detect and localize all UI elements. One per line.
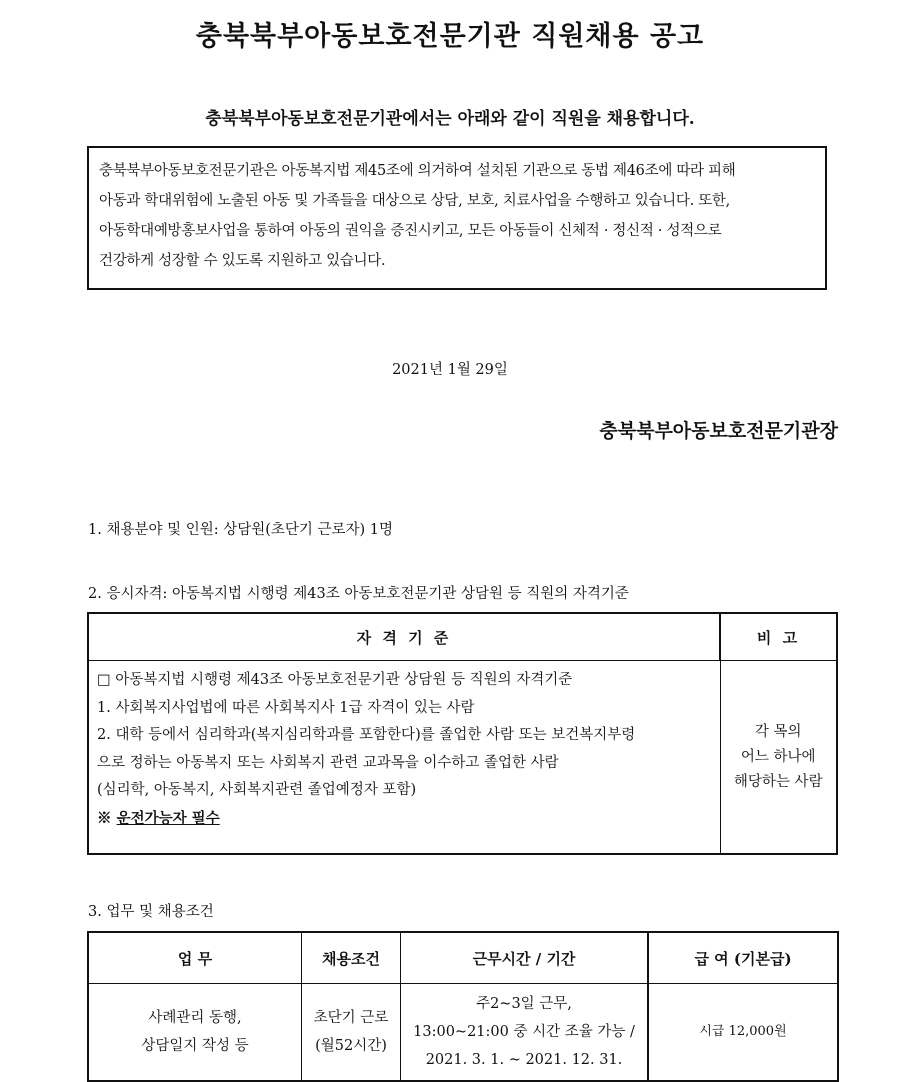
hours-header: 근무시간 / 기간 xyxy=(401,932,649,984)
work-body-row xyxy=(88,984,838,1082)
intro-line: 아동과 학대위험에 노출된 아동 및 가족들을 대상으로 상담, 보호, 치료사업을 수행하고 있습니다. 또한, xyxy=(99,193,730,209)
duty-header: 업 무 xyxy=(88,932,302,984)
condition-line: (월52시간) xyxy=(315,1038,387,1054)
qualification-note xyxy=(720,661,837,855)
page-title: 충북북부아동보호전문기관 직원채용 공고 xyxy=(195,21,705,52)
wage-header: 급 여 (기본급) xyxy=(648,932,838,984)
intro-line: 충북북부아동보호전문기관은 아동복지법 제45조에 의거하여 설치된 기관으로 동법 제46조에 따라 피해 xyxy=(99,163,736,179)
criteria-line: 2. 대학 등에서 심리학과(복지심리학과를 포함한다)를 졸업한 사람 또는 보건복지부령 xyxy=(97,727,636,743)
issuer-signature: 충북북부아동보호전문기관장 xyxy=(599,420,838,442)
hours-line: 2021. 3. 1. ~ 2021. 12. 31. xyxy=(425,1052,623,1068)
duty-line: 사례관리 동행, xyxy=(148,1010,242,1026)
required-driving-text: 운전가능자 필수 xyxy=(116,809,220,827)
condition-cell xyxy=(302,984,401,1082)
duty-cell xyxy=(88,984,302,1082)
page-subtitle: 충북북부아동보호전문기관에서는 아래와 같이 직원을 채용합니다. xyxy=(205,109,695,129)
required-driving-line xyxy=(97,805,710,833)
duty-line: 상담일지 작성 등 xyxy=(141,1038,249,1054)
announcement-date: 2021년 1월 29일 xyxy=(392,362,508,378)
qualification-criteria xyxy=(88,661,720,855)
section-3-heading: 3. 업무 및 채용조건 xyxy=(88,904,214,920)
section-1-heading: 1. 채용분야 및 인원: 상담원(초단기 근로자) 1명 xyxy=(88,522,394,538)
condition-line: 초단기 근로 xyxy=(313,1010,389,1026)
note-line: 어느 하나에 xyxy=(740,748,816,765)
qualification-table xyxy=(87,612,838,855)
work-header-row xyxy=(88,932,838,984)
qualification-body-row xyxy=(88,661,837,855)
hours-line: 주2~3일 근무, xyxy=(476,996,572,1012)
qualification-header: 자 격 기 준 xyxy=(88,613,720,661)
criteria-line: □ 아동복지법 시행령 제43조 아동보호전문기관 상담원 등 직원의 자격기준 xyxy=(97,672,573,688)
intro-line: 건강하게 성장할 수 있도록 지원하고 있습니다. xyxy=(99,253,386,269)
condition-header: 채용조건 xyxy=(302,932,401,984)
note-mark-icon: ※ xyxy=(97,809,117,827)
qualification-header-row xyxy=(88,613,837,661)
intro-line: 아동학대예방홍보사업을 통하여 아동의 권익을 증진시키고, 모든 아동들이 신체적 · 정신적 · 성적으로 xyxy=(99,223,722,239)
wage-cell: 시급 12,000원 xyxy=(648,984,838,1082)
criteria-line: 1. 사회복지사업법에 따른 사회복지사 1급 자격이 있는 사람 xyxy=(97,699,475,716)
section-2-heading: 2. 응시자격: 아동복지법 시행령 제43조 아동보호전문기관 상담원 등 직원의 자격기준 xyxy=(88,586,629,602)
note-line: 각 목의 xyxy=(754,723,802,740)
intro-box xyxy=(87,146,827,290)
note-line: 해당하는 사람 xyxy=(733,773,823,790)
note-header: 비 고 xyxy=(720,613,837,661)
hours-line: 13:00~21:00 중 시간 조율 가능 / xyxy=(413,1024,635,1040)
criteria-line: 으로 정하는 아동복지 또는 사회복지 관련 교과목을 이수하고 졸업한 사람 xyxy=(97,754,559,771)
criteria-line: (심리학, 아동복지, 사회복지관련 졸업예정자 포함) xyxy=(97,782,417,798)
work-conditions-table xyxy=(87,931,839,1082)
hours-cell xyxy=(401,984,649,1082)
